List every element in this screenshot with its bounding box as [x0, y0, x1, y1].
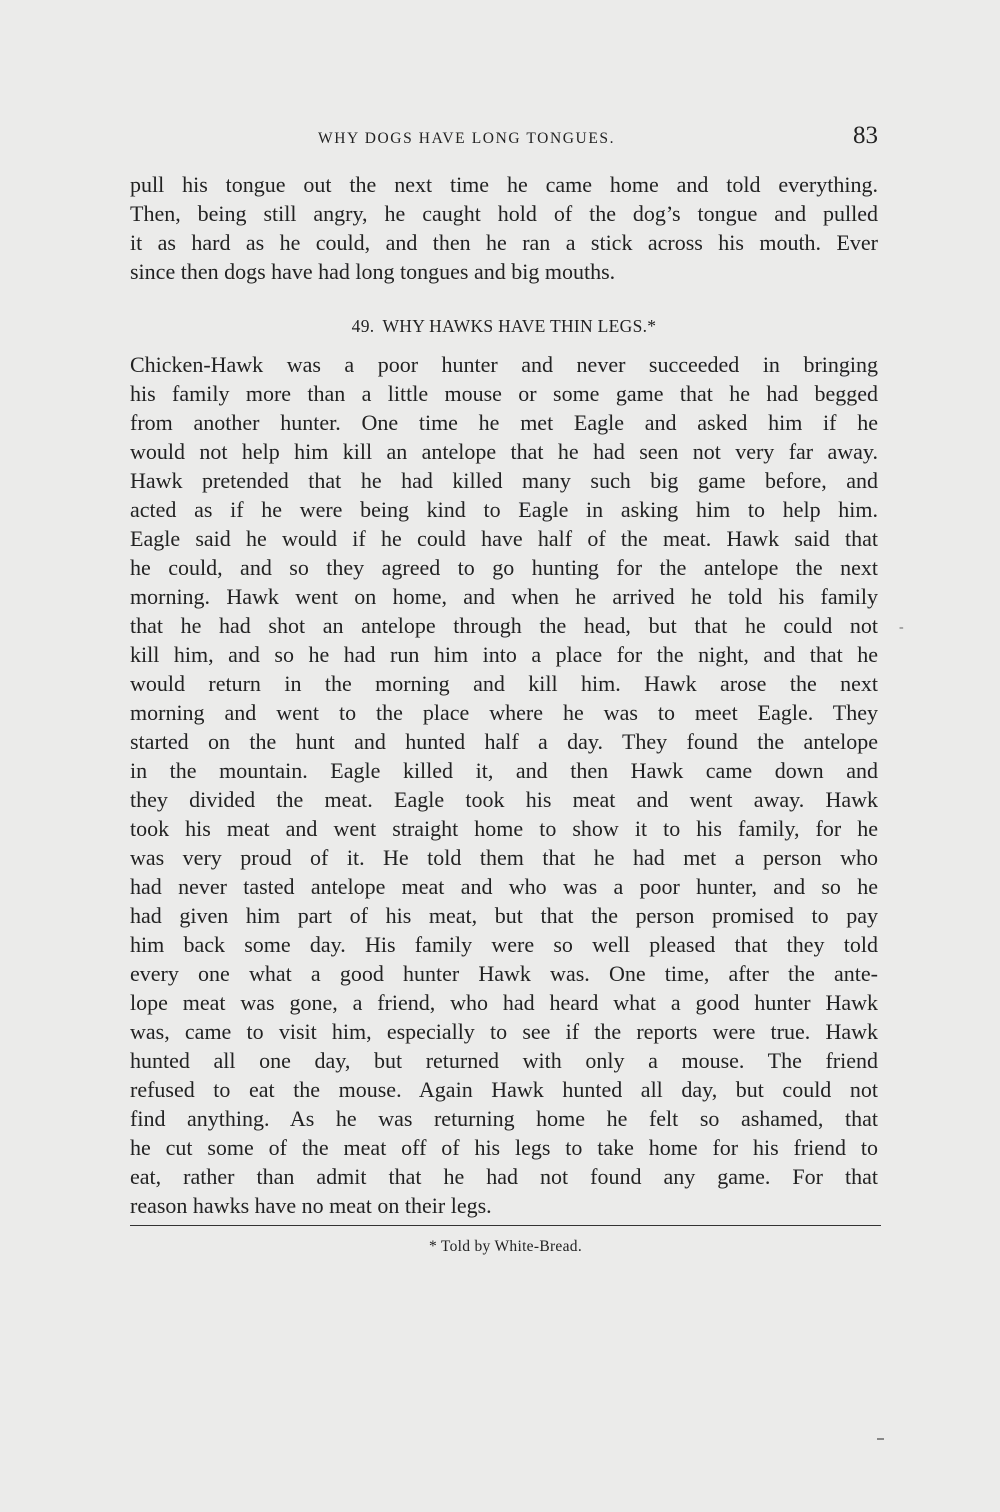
- section-number: 49.: [351, 316, 375, 336]
- text-line: they divided the meat. Eagle took his meat and went away. Hawk: [130, 787, 878, 812]
- section-heading: [130, 314, 878, 338]
- paragraph-continuation: [130, 170, 878, 286]
- text-line: find anything. As he was returning home he felt so ashamed, that: [130, 1106, 878, 1131]
- text-line: from another hunter. One time he met Eagle and asked him if he: [130, 410, 878, 435]
- text-line: took his meat and went straight home to show it to his family, for he: [130, 816, 878, 841]
- text-line: had never tasted antelope meat and who was a poor hunter, and so he: [130, 874, 878, 899]
- text-line: lope meat was gone, a friend, who had heard what a good hunter Hawk: [130, 990, 878, 1015]
- text-line: kill him, and so he had run him into a place for the night, and that he: [130, 642, 878, 667]
- text-line: pull his tongue out the next time he came home and told everything.: [130, 172, 878, 197]
- text-line: that he had shot an antelope through the head, but that he could not: [130, 613, 878, 638]
- footnote-divider: [130, 1225, 881, 1226]
- text-line: his family more than a little mouse or some game that he had begged: [130, 381, 878, 406]
- text-line: Chicken-Hawk was a poor hunter and never succeeded in bringing: [130, 352, 878, 377]
- footnote: * Told by White-Bread.: [428, 1238, 583, 1255]
- text-line: had given him part of his meat, but that the person promised to pay: [130, 903, 878, 928]
- text-line: he cut some of the meat off of his legs to take home for his friend to: [130, 1135, 878, 1160]
- text-line: acted as if he were being kind to Eagle in asking him to help him.: [130, 497, 878, 522]
- text-line: since then dogs have had long tongues and big mouths.: [130, 259, 616, 284]
- margin-mark: -: [899, 620, 904, 635]
- text-line: reason hawks have no meat on their legs.: [130, 1193, 492, 1218]
- text-line: would return in the morning and kill him. Hawk arose the next: [130, 671, 878, 696]
- text-line: morning. Hawk went on home, and when he arrived he told his family: [130, 584, 878, 609]
- text-line: eat, rather than admit that he had not found any game. For that: [130, 1164, 878, 1189]
- text-line: he could, and so they agreed to go hunting for the antelope the next: [130, 555, 878, 580]
- text-line: every one what a good hunter Hawk was. One time, after the ante-: [130, 961, 878, 986]
- page-number: 83: [853, 122, 878, 149]
- text-line: him back some day. His family were so well pleased that they told: [130, 932, 878, 957]
- story-paragraph: [130, 350, 878, 1220]
- text-line: Eagle said he would if he could have half of the meat. Hawk said that: [130, 526, 878, 551]
- text-line: it as hard as he could, and then he ran a stick across his mouth. Ever: [130, 230, 878, 255]
- text-line: would not help him kill an antelope that he had seen not very far away.: [130, 439, 878, 464]
- text-line: hunted all one day, but returned with only a mouse. The friend: [130, 1048, 878, 1073]
- running-title: WHY DOGS HAVE LONG TONGUES.: [318, 130, 616, 147]
- text-line: Hawk pretended that he had killed many such big game before, and: [130, 468, 878, 493]
- text-line: in the mountain. Eagle killed it, and then Hawk came down and: [130, 758, 878, 783]
- section-title: WHY HAWKS HAVE THIN LEGS.*: [382, 316, 657, 336]
- text-line: was very proud of it. He told them that he had met a person who: [130, 845, 878, 870]
- text-line: Then, being still angry, he caught hold of the dog’s tongue and pulled: [130, 201, 878, 226]
- text-line: refused to eat the mouse. Again Hawk hunted all day, but could not: [130, 1077, 878, 1102]
- running-head: [130, 122, 878, 156]
- text-line: morning and went to the place where he was to meet Eagle. They: [130, 700, 878, 725]
- scan-mark: [877, 1438, 884, 1440]
- text-line: was, came to visit him, especially to see if the reports were true. Hawk: [130, 1019, 878, 1044]
- text-line: started on the hunt and hunted half a day. They found the antelope: [130, 729, 878, 754]
